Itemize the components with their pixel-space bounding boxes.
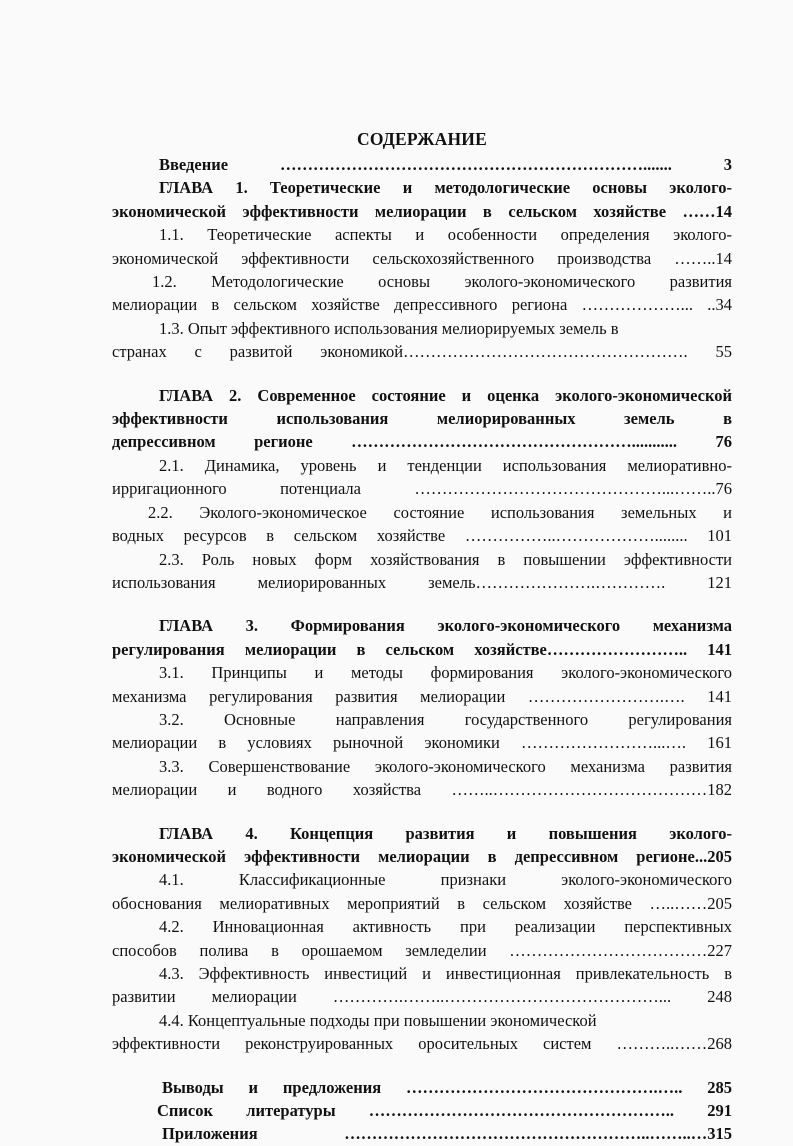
chapter-3-heading-line1: ГЛАВА 3. Формирования эколого-экономического механизма [159, 616, 732, 636]
section-2-3-line1: 2.3. Роль новых форм хозяйствования в повышении эффективности [159, 549, 732, 569]
section-3-1-line2: механизма регулирования развития мелиорации …………………….…. 141 [112, 686, 732, 706]
section-4-2-line2: способов полива в орошаемом земледелии ………………………………227 [112, 940, 732, 960]
chapter-1-heading-line2: экономической эффективности мелиорации в сельском хозяйстве ……14 [112, 201, 732, 221]
chapter-3 [112, 614, 732, 801]
toc-title: СОДЕРЖАНИЕ [356, 129, 487, 149]
section-3-3-line2: мелиорации и водного хозяйства ……..…………………………………182 [112, 780, 732, 800]
section-2-2-line2: водных ресурсов в сельском хозяйстве ……………..………………........ 101 [112, 526, 732, 546]
toc-appendices: Приложения ………………………………………………..……..…315 [162, 1124, 732, 1144]
section-2-1-line2: ирригационного потенциала ………………………………………...……..76 [112, 479, 732, 499]
section-1-3-line1: 1.3. Опыт эффективного использования мелиорируемых земель в [159, 318, 619, 338]
section-2-1-line1: 2.1. Динамика, уровень и тенденции использования мелиоративно- [159, 455, 732, 475]
section-4-1-line1: 4.1. Классификационные признаки эколого-экономического [159, 870, 732, 890]
chapter-2-heading-line1: ГЛАВА 2. Современное состояние и оценка эколого-экономической [159, 385, 732, 405]
chapter-4-heading-line1: ГЛАВА 4. Концепция развития и повышения эколого- [159, 823, 732, 843]
chapter-2-heading-line2: эффективности использования мелиорированных земель в [112, 409, 732, 429]
chapter-3-heading-line2: регулирования мелиорации в сельском хозяйстве…………………….. 141 [112, 639, 732, 659]
toc-conclusions: Выводы и предложения ……………………………………….….. 285 [162, 1077, 732, 1097]
section-4-3-line2: развитии мелиорации ………….……..…………………………………... 248 [112, 987, 732, 1007]
section-3-2-line2: мелиорации в условиях рыночной экономики ……………………...…. 161 [112, 733, 732, 753]
section-2-2-line1: 2.2. Эколого-экономическое состояние использования земельных и [148, 502, 732, 522]
section-3-3-line1: 3.3. Совершенствование эколого-экономического механизма развития [159, 756, 732, 776]
section-1-1-line1: 1.1. Теоретические аспекты и особенности определения эколого- [159, 225, 732, 245]
section-3-2-line1: 3.2. Основные направления государственного регулирования [159, 709, 732, 729]
section-3-1-line1: 3.1. Принципы и методы формирования эколого-экономического [159, 663, 732, 683]
table-of-contents [112, 128, 732, 1146]
chapter-2-heading-line3: депрессивном регионе ……………………………………………........... 76 [112, 432, 732, 452]
section-4-3-line1: 4.3. Эффективность инвестиций и инвестиционная привлекательность в [159, 964, 732, 983]
toc-intro: Введение …………………………………………………………....... 3 [159, 155, 732, 174]
chapter-4-heading-line2: экономической эффективности мелиорации в депрессивном регионе...205 [112, 846, 732, 866]
section-1-2-line2: мелиорации в сельском хозяйстве депрессивного региона ………………... ..34 [112, 295, 732, 315]
section-4-2-line1: 4.2. Инновационная активность при реализации перспективных [159, 917, 732, 937]
section-1-3-line2: странах с развитой экономикой……………………………………………. 55 [112, 342, 732, 362]
end-matter [112, 1076, 732, 1146]
section-2-3-line2: использования мелиорированных земель………………….…………. 121 [112, 572, 732, 592]
section-4-1-line2: обоснования мелиоративных мероприятий в сельском хозяйстве …..……205 [112, 893, 732, 913]
section-1-2-line1: 1.2. Методологические основы эколого-экономического развития [152, 272, 732, 292]
toc-references: Список литературы ……………………………………………….. 291 [157, 1101, 732, 1121]
chapter-4 [112, 822, 732, 1056]
section-4-4-line2: эффективности реконструированных оросительных систем ………..……268 [112, 1034, 732, 1054]
chapter-1-heading-line1: ГЛАВА 1. Теоретические и методологические основы эколого- [159, 178, 732, 198]
chapter-2 [112, 384, 732, 595]
section-4-4-line1: 4.4. Концептуальные подходы при повышении экономической [159, 1010, 597, 1030]
chapter-1 [112, 176, 732, 363]
section-1-1-line2: экономической эффективности сельскохозяйственного производства ……..14 [112, 248, 732, 268]
